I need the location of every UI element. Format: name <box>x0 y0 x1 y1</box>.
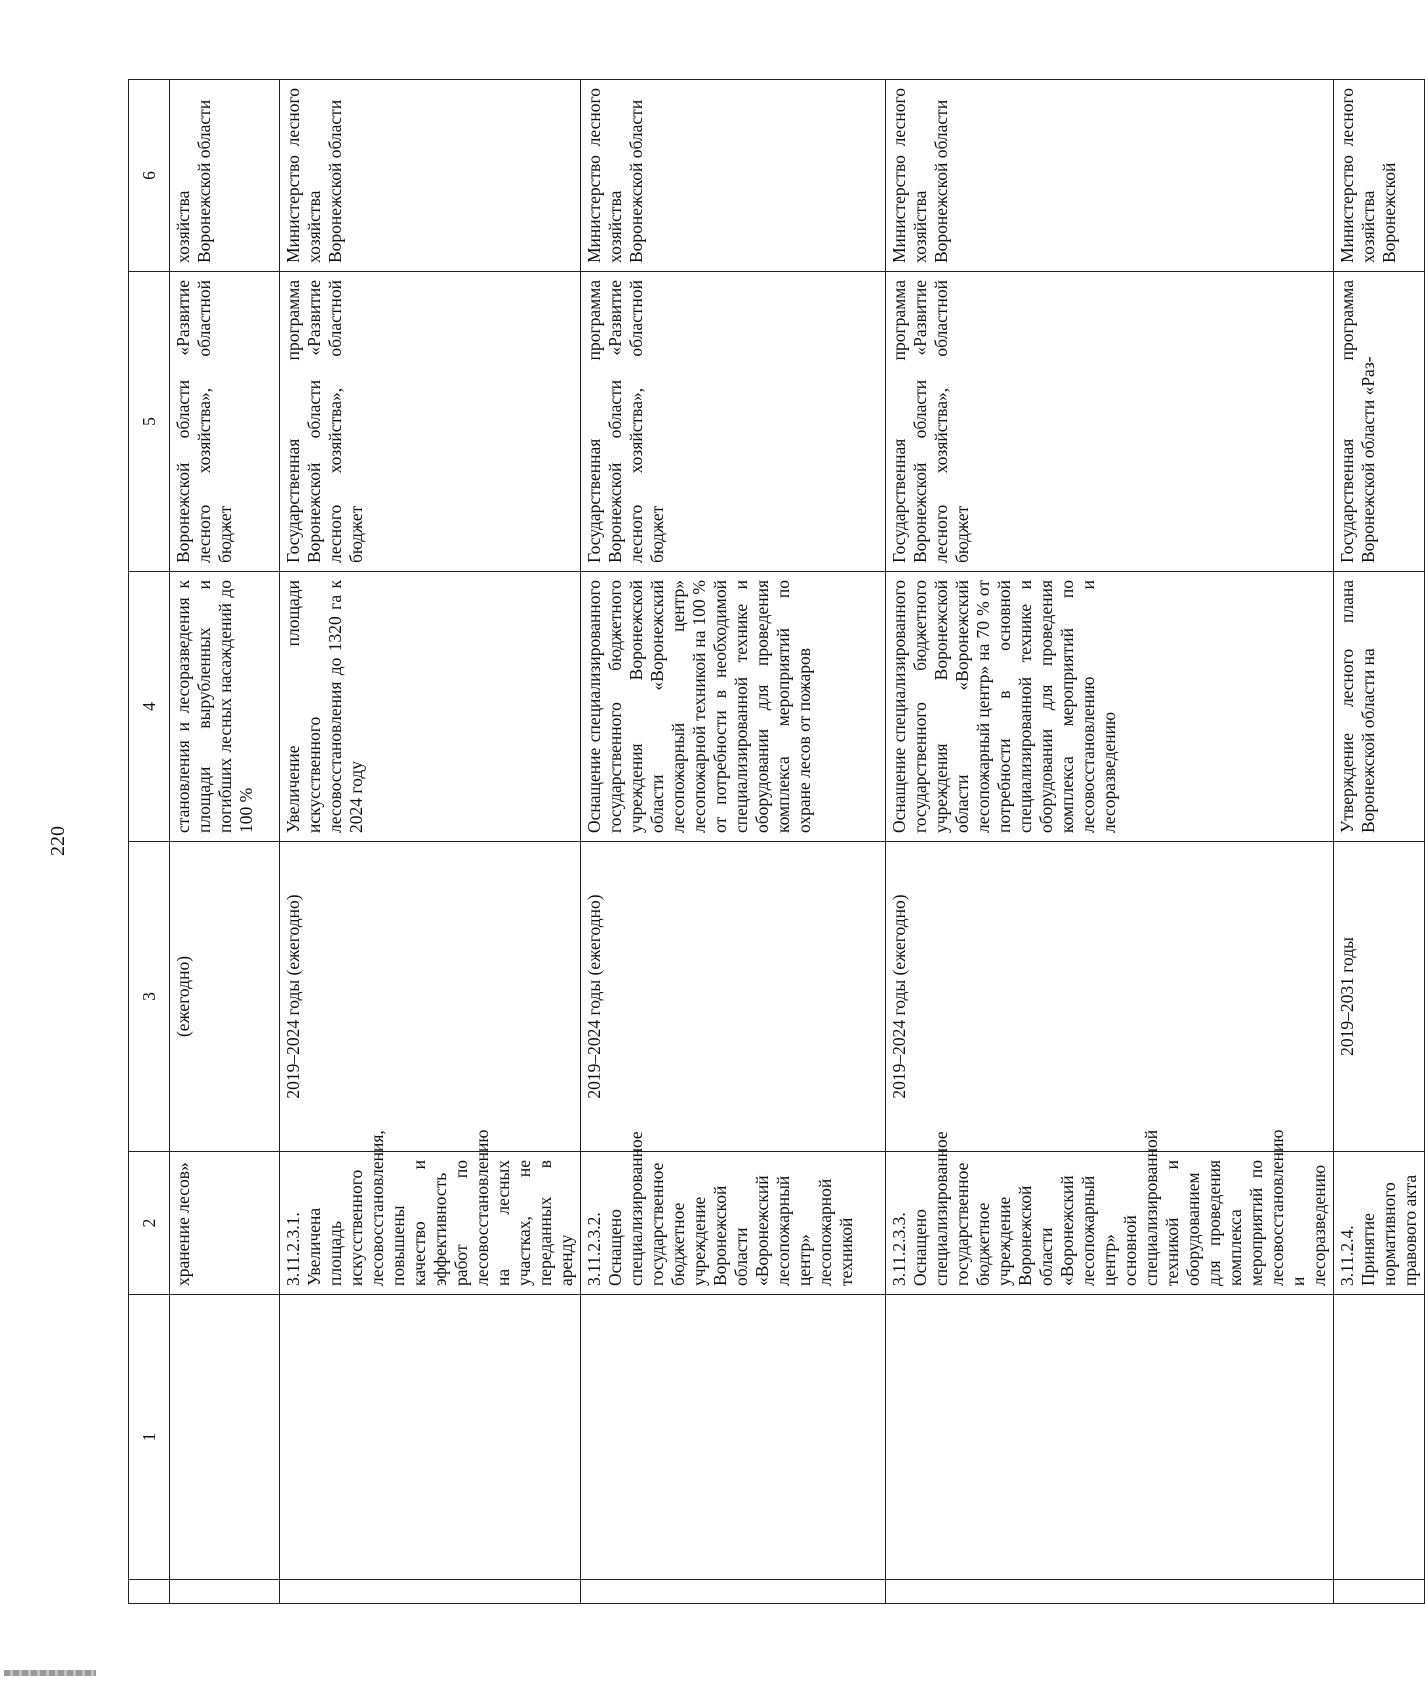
table-cell-col6: Министерство лесного хозяйства Воронежской области <box>886 80 1334 272</box>
table-cell-col3: 2019–2031 годы <box>1334 842 1425 1152</box>
table-row <box>581 80 886 1604</box>
table-cell-col3: 2019–2024 годы (ежегодно) <box>581 842 886 1152</box>
table-area <box>128 80 1420 1604</box>
table-cell-col6: Министерство лесного хозяйства Воронежской области <box>581 80 886 272</box>
table-cell-col4: Оснащение специализированного государственного бюджетного учреждения Воронежской области «Воронежский лесопожарный центр» лесопожарной техникой на 100 % от потребности в необходимой специализированной технике и оборудовании для проведения комплекса мероприятий по охране лесов от пожаров <box>581 572 886 842</box>
table-cell-col3: 2019–2024 годы (ежегодно) <box>886 842 1334 1152</box>
page-number: 220 <box>47 826 69 856</box>
table-cell-col4: Оснащение специализированного государственного бюджетного учреждения Воронежской области «Воронежский лесопожарный центр» на 70 % от потребности в основной специализированной технике и оборудовании для проведения комплекса мероприятий по лесовосстановлению и лесоразведению <box>886 572 1334 842</box>
table-cell-col4: Утверждение лесного плана Воронежской области на <box>1334 572 1425 842</box>
table-row <box>170 80 280 1604</box>
row-margin-cell <box>1334 1580 1425 1604</box>
table-cell-col1 <box>1334 1295 1425 1580</box>
table-cell-col3: 2019–2024 годы (ежегодно) <box>280 842 581 1152</box>
table-header-cell-4: 4 <box>129 572 170 842</box>
table-cell-col2: 3.11.2.3.1. Увеличена площадь искусственного лесовосстановления, повышены качество и эффективность работ по лесовосстановлению на лесных участках, не переданных в аренду <box>280 1152 581 1295</box>
table-cell-col1 <box>280 1295 581 1580</box>
row-margin-cell <box>280 1580 581 1604</box>
table-cell-col1 <box>886 1295 1334 1580</box>
table-header-cell-3: 3 <box>129 842 170 1152</box>
table-cell-col2: хранение лесов» <box>170 1152 280 1295</box>
table-header-cell-1 <box>129 1580 170 1604</box>
row-margin-cell <box>170 1580 280 1604</box>
program-table <box>128 79 1425 1604</box>
table-header-row <box>129 80 170 1604</box>
table-header-cell-1: 1 <box>129 1295 170 1580</box>
table-cell-col2: 3.11.2.3.2. Оснащено специализированное государственное бюджетное учреждение Воронежской области «Воронежский лесопожарный центр» лесопожарной техникой <box>581 1152 886 1295</box>
table-cell-col5: Государственная программа Воронежской области «Развитие лесного хозяйства», областной бюджет <box>886 272 1334 572</box>
table-cell-col5: Государственная программа Воронежской области «Раз- <box>1334 272 1425 572</box>
table-row <box>886 80 1334 1604</box>
row-margin-cell <box>581 1580 886 1604</box>
table-row <box>1334 80 1425 1604</box>
table-cell-col5: Государственная программа Воронежской области «Развитие лесного хозяйства», областной бюджет <box>280 272 581 572</box>
table-cell-col4: становления и лесоразведения к площади вырубленных и погибших лесных насаждений до 100 % <box>170 572 280 842</box>
table-cell-col4: Увеличение площади искусственного лесовосстановления до 1320 га к 2024 году <box>280 572 581 842</box>
table-cell-col1 <box>581 1295 886 1580</box>
table-row <box>280 80 581 1604</box>
scan-edge-mark <box>4 1670 96 1676</box>
table-header-cell-6: 6 <box>129 80 170 272</box>
table-cell-col1 <box>170 1295 280 1580</box>
row-margin-cell <box>886 1580 1334 1604</box>
table-cell-col3: (ежегодно) <box>170 842 280 1152</box>
table-header-cell-2: 2 <box>129 1152 170 1295</box>
table-header-cell-5: 5 <box>129 272 170 572</box>
table-cell-col6: хозяйства Воронежской области <box>170 80 280 272</box>
table-cell-col2: 3.11.2.3.3. Оснащено специализированное государственное бюджетное учреждение Воронежской области «Воронежский лесопожарный центр» основной специализированной техникой и оборудованием для проведения комплекса мероприятий по лесовосстановлению и лесоразведению <box>886 1152 1334 1295</box>
table-cell-col5: Воронежской области «Развитие лесного хозяйства», областной бюджет <box>170 272 280 572</box>
table-cell-col5: Государственная программа Воронежской области «Развитие лесного хозяйства», областной бюджет <box>581 272 886 572</box>
table-cell-col2: 3.11.2.4. Принятие нормативного правового акта <box>1334 1152 1425 1295</box>
table-cell-col6: Министерство лесного хозяйства Воронежской <box>1334 80 1425 272</box>
table-cell-col6: Министерство лесного хозяйства Воронежской области <box>280 80 581 272</box>
